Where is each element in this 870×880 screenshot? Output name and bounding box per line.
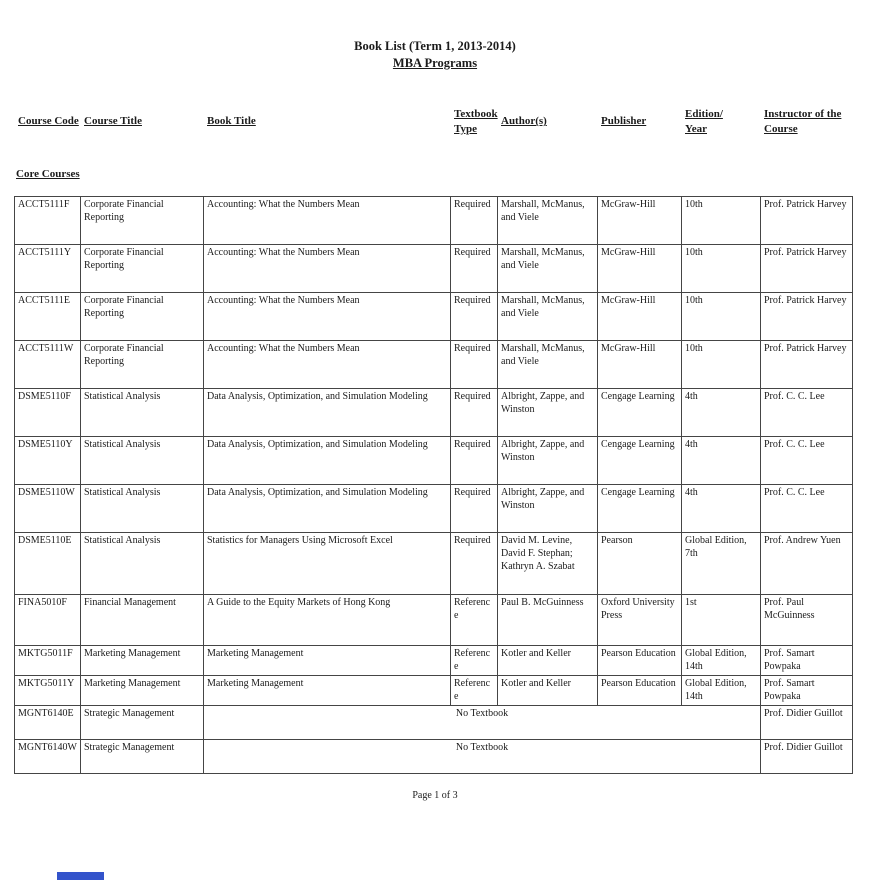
instructor-cell: Prof. Paul McGuinness [761,594,853,645]
instructor-cell: Prof. C. C. Lee [761,436,853,484]
instructor-cell: Prof. Patrick Harvey [761,244,853,292]
column-headers [14,98,852,146]
authors-cell: Albright, Zappe, and Winston [498,484,598,532]
table-row [15,436,853,484]
course-title-cell: Corporate Financial Reporting [81,292,204,340]
no-textbook-cell: No Textbook [204,705,761,739]
course-code-cell: ACCT5111Y [15,244,81,292]
instructor-cell: Prof. Patrick Harvey [761,292,853,340]
authors-cell: Marshall, McManus, and Viele [498,196,598,244]
course-title-cell: Statistical Analysis [81,388,204,436]
book-title-cell: Marketing Management [204,645,451,675]
header-book-title: Book Title [207,115,256,128]
publisher-cell: Oxford University Press [598,594,682,645]
textbook-type-cell: Reference [451,675,498,705]
book-title-cell: Statistics for Managers Using Microsoft Excel [204,532,451,594]
instructor-cell: Prof. C. C. Lee [761,388,853,436]
textbook-type-cell: Reference [451,645,498,675]
table-row [15,645,853,675]
course-code-cell: ACCT5111E [15,292,81,340]
edition-cell: 10th [682,340,761,388]
book-list-table [14,196,853,774]
edition-cell: 4th [682,436,761,484]
header-publisher: Publisher [601,115,647,128]
publisher-cell: Pearson Education [598,645,682,675]
page-number: Page 1 of 3 [412,789,458,801]
book-title-cell: Data Analysis, Optimization, and Simulation Modeling [204,484,451,532]
publisher-cell: Pearson [598,532,682,594]
edition-cell: 10th [682,196,761,244]
document-title [0,38,870,72]
table-row [15,675,853,705]
header-course-code: Course Code [18,115,79,128]
instructor-cell: Prof. C. C. Lee [761,484,853,532]
table-row [15,532,853,594]
course-code-cell: ACCT5111F [15,196,81,244]
authors-cell: Marshall, McManus, and Viele [498,292,598,340]
authors-cell: David M. Levine, David F. Stephan; Kathryn A. Szabat [498,532,598,594]
course-title-cell: Corporate Financial Reporting [81,244,204,292]
course-title-cell: Statistical Analysis [81,532,204,594]
course-code-cell: DSME5110E [15,532,81,594]
edition-cell: 10th [682,292,761,340]
header-course-title: Course Title [84,115,142,128]
book-title-cell: Accounting: What the Numbers Mean [204,292,451,340]
title-line-1: Book List (Term 1, 2013-2014) [354,39,516,53]
authors-cell: Albright, Zappe, and Winston [498,388,598,436]
book-title-cell: A Guide to the Equity Markets of Hong Kong [204,594,451,645]
authors-cell: Albright, Zappe, and Winston [498,436,598,484]
edition-cell: 1st [682,594,761,645]
publisher-cell: McGraw-Hill [598,196,682,244]
textbook-type-cell: Required [451,196,498,244]
publisher-cell: McGraw-Hill [598,340,682,388]
header-authors: Author(s) [501,115,547,128]
edition-cell: Global Edition, 7th [682,532,761,594]
course-title-cell: Marketing Management [81,645,204,675]
edition-cell: Global Edition, 14th [682,675,761,705]
course-title-cell: Strategic Management [81,739,204,773]
course-title-cell: Marketing Management [81,675,204,705]
course-title-cell: Statistical Analysis [81,436,204,484]
course-code-cell: MKTG5011F [15,645,81,675]
publisher-cell: Cengage Learning [598,436,682,484]
header-edition-year: Edition/ Year [685,107,723,135]
course-code-cell: ACCT5111W [15,340,81,388]
table-row [15,594,853,645]
table-row [15,340,853,388]
book-title-cell: Data Analysis, Optimization, and Simulation Modeling [204,388,451,436]
table-row [15,244,853,292]
edition-cell: 4th [682,388,761,436]
table-row [15,484,853,532]
instructor-cell: Prof. Patrick Harvey [761,196,853,244]
book-title-cell: Accounting: What the Numbers Mean [204,196,451,244]
textbook-type-cell: Required [451,436,498,484]
table-row [15,739,853,773]
textbook-type-cell: Required [451,292,498,340]
book-title-cell: Accounting: What the Numbers Mean [204,340,451,388]
header-textbook-type: Textbook Type [454,107,498,135]
instructor-cell: Prof. Samart Powpaka [761,645,853,675]
course-code-cell: MGNT6140E [15,705,81,739]
book-title-cell: Accounting: What the Numbers Mean [204,244,451,292]
publisher-cell: McGraw-Hill [598,292,682,340]
course-title-cell: Strategic Management [81,705,204,739]
course-title-cell: Statistical Analysis [81,484,204,532]
table-row [15,292,853,340]
publisher-cell: Pearson Education [598,675,682,705]
header-instructor: Instructor of the Course [764,107,842,135]
table-row [15,388,853,436]
instructor-cell: Prof. Andrew Yuen [761,532,853,594]
bottom-left-blue-fragment [57,872,104,880]
instructor-cell: Prof. Didier Guillot [761,705,853,739]
course-code-cell: DSME5110Y [15,436,81,484]
textbook-type-cell: Required [451,244,498,292]
textbook-type-cell: Required [451,532,498,594]
textbook-type-cell: Required [451,388,498,436]
course-code-cell: DSME5110W [15,484,81,532]
publisher-cell: Cengage Learning [598,484,682,532]
instructor-cell: Prof. Patrick Harvey [761,340,853,388]
book-title-cell: Data Analysis, Optimization, and Simulation Modeling [204,436,451,484]
textbook-type-cell: Required [451,484,498,532]
publisher-cell: McGraw-Hill [598,244,682,292]
authors-cell: Marshall, McManus, and Viele [498,340,598,388]
authors-cell: Kotler and Keller [498,645,598,675]
course-title-cell: Corporate Financial Reporting [81,340,204,388]
authors-cell: Marshall, McManus, and Viele [498,244,598,292]
course-title-cell: Corporate Financial Reporting [81,196,204,244]
edition-cell: Global Edition, 14th [682,645,761,675]
course-code-cell: MGNT6140W [15,739,81,773]
authors-cell: Paul B. McGuinness [498,594,598,645]
course-code-cell: DSME5110F [15,388,81,436]
publisher-cell: Cengage Learning [598,388,682,436]
edition-cell: 10th [682,244,761,292]
instructor-cell: Prof. Didier Guillot [761,739,853,773]
course-code-cell: MKTG5011Y [15,675,81,705]
instructor-cell: Prof. Samart Powpaka [761,675,853,705]
edition-cell: 4th [682,484,761,532]
authors-cell: Kotler and Keller [498,675,598,705]
no-textbook-cell: No Textbook [204,739,761,773]
book-title-cell: Marketing Management [204,675,451,705]
course-code-cell: FINA5010F [15,594,81,645]
table-row [15,705,853,739]
table-row [15,196,853,244]
textbook-type-cell: Reference [451,594,498,645]
title-line-2: MBA Programs [392,55,478,70]
section-heading-core-courses: Core Courses [16,167,80,180]
course-title-cell: Financial Management [81,594,204,645]
textbook-type-cell: Required [451,340,498,388]
